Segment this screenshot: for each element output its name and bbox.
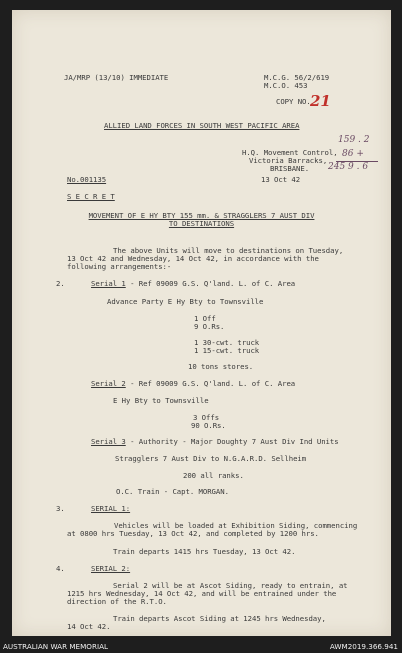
para-4-departure-1: Train departs Ascot Siding at 1245 hrs Wednesday,	[113, 614, 326, 623]
serial-1-party: Advance Party E Hy Bty to Townsville	[107, 297, 264, 306]
mcg-ref-1: M.C.G. 56/2/619	[264, 73, 330, 82]
document-page	[12, 10, 391, 636]
archive-footer	[0, 639, 402, 653]
para-4-label: SERIAL 2:	[91, 564, 131, 573]
handwritten-note-3: 245 9 . 6	[328, 162, 369, 172]
serial-1-other-ranks: 9 O.Rs.	[194, 322, 225, 331]
address-line-2: Victoria Barracks,	[249, 156, 328, 165]
serial-2-party: E Hy Bty to Townsville	[113, 396, 209, 405]
para-4-line-2: 1215 hrs Wednesday, 14 Oct 42, and will be entrained under the	[67, 589, 337, 598]
serial-1-label: Serial 1	[91, 279, 126, 288]
archive-name: AUSTRALIAN WAR MEMORIAL	[3, 642, 108, 651]
para-3-departure: Train departs 1415 hrs Tuesday, 13 Oct 42.	[113, 547, 296, 556]
headquarters-title: ALLIED LAND FORCES IN SOUTH WEST PACIFIC AREA	[104, 121, 300, 130]
serial-3-ranks: 200 all ranks.	[183, 471, 244, 480]
archive-item-id: AWM2019.366.941	[329, 642, 398, 651]
subject-line-2: TO DESTINATIONS	[168, 219, 235, 228]
serial-3-oc-train: O.C. Train - Capt. MORGAN.	[116, 487, 229, 496]
serial-1-truck-1: 1 30-cwt. truck	[194, 338, 260, 347]
para-4-line-1: Serial 2 will be at Ascot Siding, ready to entrain, at	[113, 581, 348, 590]
serial-2-label: Serial 2	[91, 379, 126, 388]
serial-2-text: - Ref 09009 G.S. Q'land. L. of C. Area	[125, 379, 296, 388]
address-line-1: H.Q. Movement Control,	[242, 148, 338, 157]
handwritten-note-1: 159 . 2	[338, 135, 370, 145]
serial-3-line	[91, 438, 339, 446]
serial-2-other-ranks: 90 O.Rs.	[191, 421, 226, 430]
serial-2-line	[91, 380, 295, 388]
serial-1-truck-2: 1 15-cwt. truck	[194, 346, 260, 355]
para-3-line-1: Vehicles will be loaded at Exhibition Siding, commencing	[114, 521, 358, 530]
intro-line-2: 13 Oct 42 and Wednesday, 14 Oct 42, in accordance with the	[67, 254, 319, 263]
para-3-line-2: at 0800 hrs Tuesday, 13 Oct 42, and completed by 1200 hrs.	[67, 529, 319, 538]
mcg-ref-2: M.C.O. 453	[264, 81, 308, 90]
para-4-departure-2: 14 Oct 42.	[67, 622, 111, 631]
para-3-label: SERIAL 1:	[91, 504, 131, 513]
subject-line-1: MOVEMENT OF E HY BTY 155 mm. & STRAGGLERS 7 AUST DIV	[88, 211, 315, 220]
intro-line-3: following arrangements:-	[67, 262, 172, 271]
document-date: 13 Oct 42	[261, 175, 301, 184]
para-4-number: 4.	[56, 564, 65, 573]
intro-line-1: The above Units will move to destinations on Tuesday,	[113, 246, 344, 255]
serial-1-stores: 10 tons stores.	[188, 362, 254, 371]
para-4-line-3: direction of the R.T.O.	[67, 597, 167, 606]
serial-3-label: Serial 3	[91, 437, 126, 446]
copy-number: 21	[310, 92, 331, 110]
reference-line: JA/MRP (13/10) IMMEDIATE	[64, 73, 169, 82]
para-2-number: 2.	[56, 279, 65, 288]
serial-3-text: - Authority - Major Doughty 7 Aust Div Ind Units	[125, 437, 339, 446]
serial-1-officers: 1 Off	[194, 314, 216, 323]
address-line-3: BRISBANE.	[270, 164, 310, 173]
handwritten-note-2: 86 +	[342, 149, 364, 159]
document-number: No.001135	[67, 175, 107, 184]
serial-2-officers: 3 Offs	[193, 413, 220, 422]
para-3-number: 3.	[56, 504, 65, 513]
serial-1-line	[91, 280, 295, 288]
classification: S E C R E T	[67, 192, 115, 201]
serial-3-party: Stragglers 7 Aust Div to N.G.A.R.D. Sellheim	[115, 454, 307, 463]
copy-label: COPY NO.	[276, 97, 311, 106]
serial-1-text: - Ref 09009 G.S. Q'land. L. of C. Area	[125, 279, 296, 288]
